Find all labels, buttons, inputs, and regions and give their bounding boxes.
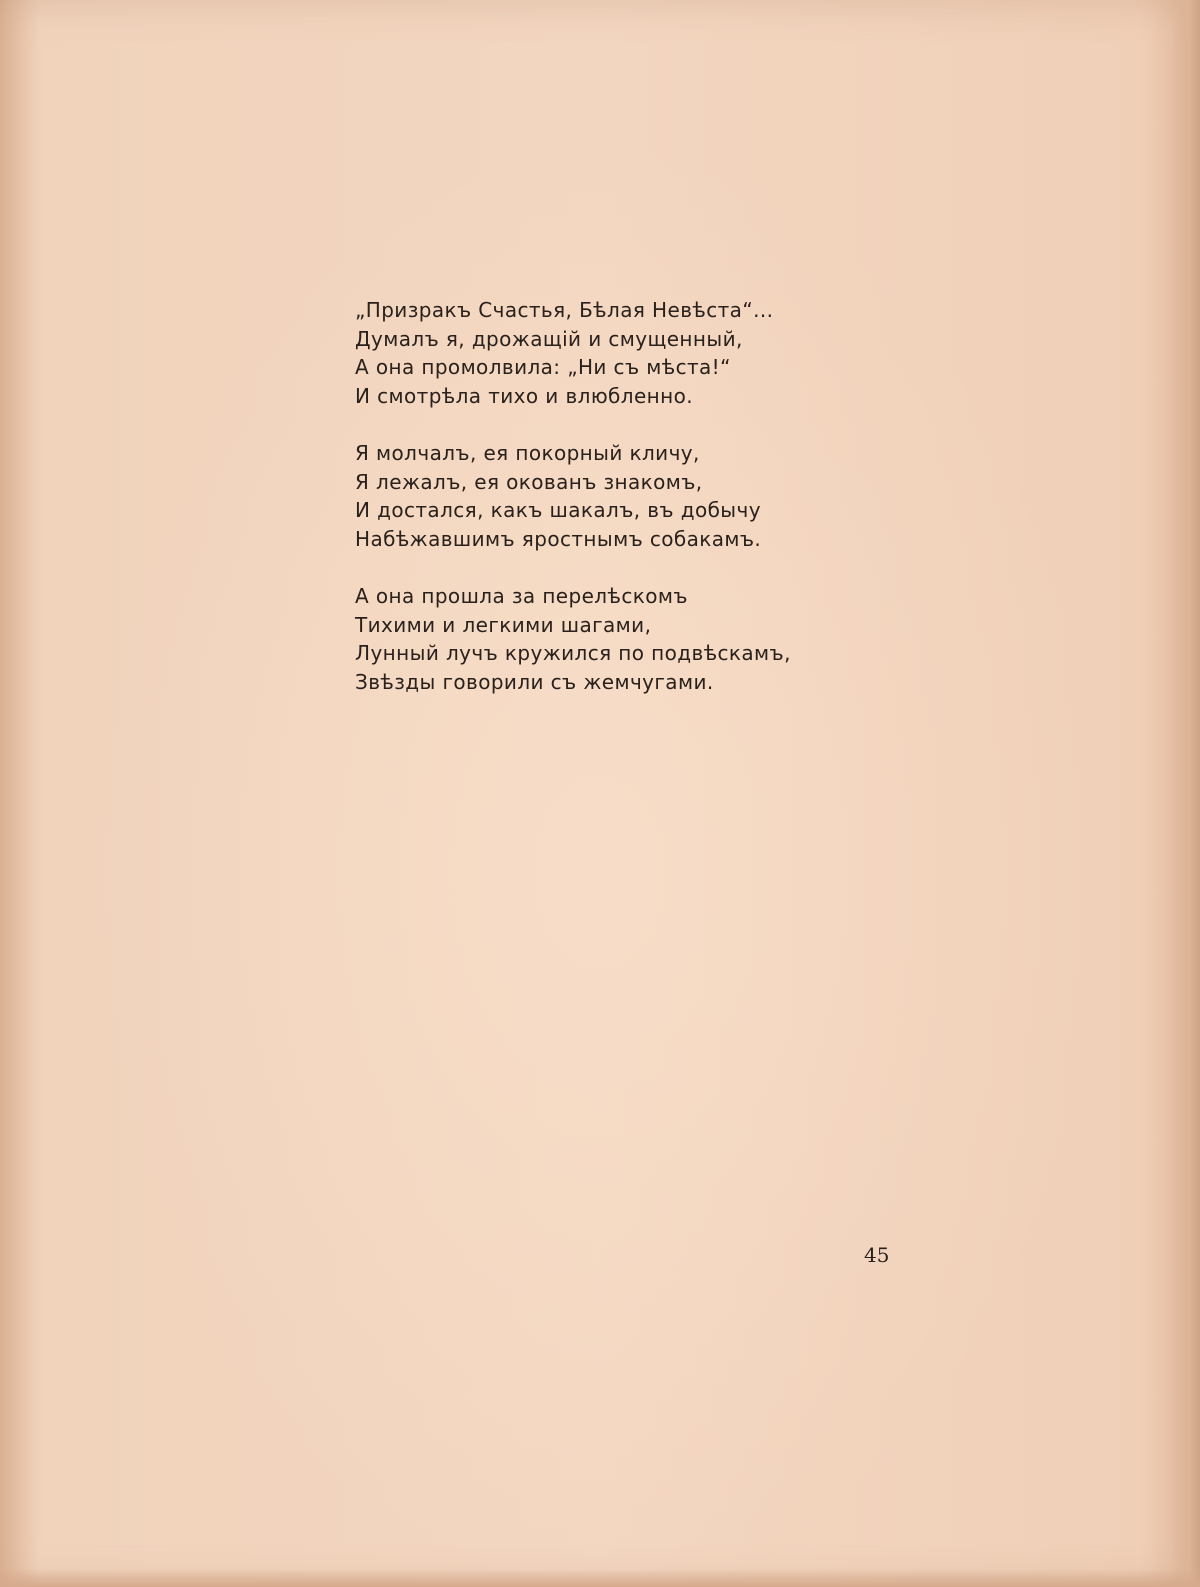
poem-line: „Призракъ Счастья, Бѣлая Невѣста“... xyxy=(355,298,774,322)
page-edge-right xyxy=(1172,0,1200,1587)
poem-line: И достался, какъ шакалъ, въ добычу xyxy=(355,498,761,522)
page-number: 45 xyxy=(864,1243,890,1267)
poem-line: Лунный лучъ кружился по подвѣскамъ, xyxy=(355,641,791,665)
stanza-1 xyxy=(355,296,815,410)
stanza-3 xyxy=(355,582,815,696)
poem-line: Набѣжавшимъ яростнымъ собакамъ. xyxy=(355,526,762,551)
poem-line: Я молчалъ, ея покорный кличу, xyxy=(355,441,700,465)
stanza-2 xyxy=(355,439,815,553)
poem-line: А она промолвила: „Ни съ мѣста!“ xyxy=(355,355,731,379)
poem-line: А она прошла за перелѣскомъ xyxy=(355,584,688,608)
poem-line: Тихими и легкими шагами, xyxy=(355,612,652,637)
poem xyxy=(355,296,815,725)
poem-line: Звѣзды говорили съ жемчугами. xyxy=(355,669,714,694)
page-edge-bottom xyxy=(0,1569,1200,1587)
poem-line: Я лежалъ, ея окованъ знакомъ, xyxy=(355,469,703,494)
poem-line: Думалъ я, дрожащій и смущенный, xyxy=(355,326,743,351)
poem-line: И смотрѣла тихо и влюбленно. xyxy=(355,383,694,408)
